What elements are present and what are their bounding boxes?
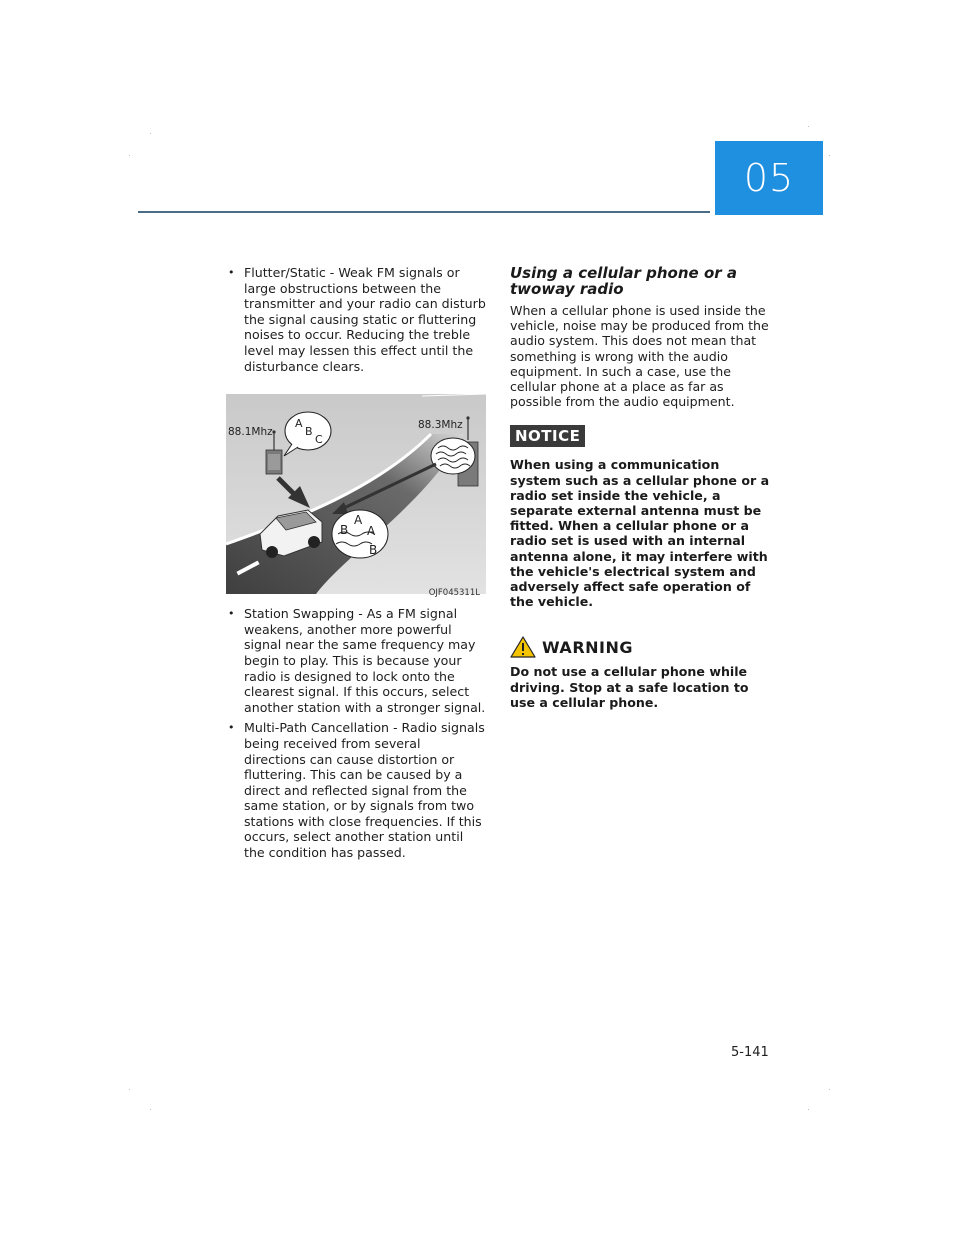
bubble-letter: A bbox=[295, 417, 303, 431]
radio-signal-illustration bbox=[226, 394, 486, 594]
crop-mark bbox=[150, 133, 151, 134]
crop-mark bbox=[829, 1089, 830, 1090]
section-title: Using a cellular phone or a twoway radio bbox=[510, 264, 737, 298]
section-body: When a cellular phone is used inside the vehicle, noise may be produced from the audio system. This does not mean that something is wrong with the audio equipment. In such a case, use the cellular phone at a place as far as possible from the audio equipment. bbox=[510, 303, 769, 410]
station-left-label: 88.1Mhz bbox=[228, 426, 273, 439]
bubble-letter: C bbox=[315, 433, 323, 447]
right-column bbox=[510, 265, 772, 710]
crop-mark bbox=[150, 1109, 151, 1110]
notice-text: When using a communication system such as a cellular phone or a radio set inside the vehicle, a separate external antenna must be fitted. When a cellular phone or a radio set is used with an internal antenna alone, it may interfere with the vehicle's electrical system and adversely affect safe operation of the vehicle. bbox=[510, 457, 770, 610]
bullet-list-top bbox=[226, 265, 486, 374]
figure-code: OJF045311L bbox=[428, 588, 480, 599]
crop-mark bbox=[808, 1109, 809, 1110]
signal-bubble-car bbox=[332, 510, 388, 558]
chapter-tab bbox=[715, 141, 823, 215]
chapter-number: 05 bbox=[743, 156, 795, 200]
bubble-letter: B bbox=[305, 425, 313, 439]
crop-mark bbox=[129, 155, 130, 156]
bullet-station-swapping: • Station Swapping - As a FM signal weakens, another more powerful signal near the same frequency may begin to play. This is because your radio is designed to lock onto the clearest signal. If this occurs, select another station with a stronger signal. bbox=[226, 606, 486, 715]
bullet-list-bottom bbox=[226, 606, 486, 861]
header-rule bbox=[138, 211, 710, 213]
station-right-label: 88.3Mhz bbox=[418, 419, 463, 432]
bubble-letter: B bbox=[340, 523, 349, 538]
notice-badge: NOTICE bbox=[510, 425, 585, 447]
bubble-letter: A bbox=[354, 513, 363, 528]
bubble-letter: A bbox=[367, 524, 376, 539]
crop-mark bbox=[129, 1089, 130, 1090]
warning-triangle-icon bbox=[510, 636, 536, 658]
left-column bbox=[226, 265, 486, 861]
bubble-letter: B bbox=[369, 543, 378, 558]
crop-mark bbox=[829, 155, 830, 156]
warning-text: Do not use a cellular phone while driving. Stop at a safe location to use a cellular phone. bbox=[510, 664, 749, 710]
warning-label: WARNING bbox=[542, 637, 633, 657]
radio-signal-figure bbox=[226, 394, 486, 599]
bullet-multi-path: • Multi-Path Cancellation - Radio signals being received from several directions can cause distortion or fluttering. This can be caused by a direct and reflected signal from the same station, or by signals from two stations with close frequencies. If this occurs, select another station until the condition has passed. bbox=[226, 720, 486, 860]
signal-bubble-right bbox=[431, 438, 475, 474]
warning-heading bbox=[510, 636, 772, 658]
page-number: 5-141 bbox=[731, 1045, 769, 1060]
crop-mark bbox=[808, 126, 809, 127]
bullet-flutter-static: • Flutter/Static - Weak FM signals or large obstructions between the transmitter and your radio can disturb the signal causing static or fluttering noises to occur. Reducing the treble level may lessen this effect until the disturbance clears. bbox=[226, 265, 486, 374]
